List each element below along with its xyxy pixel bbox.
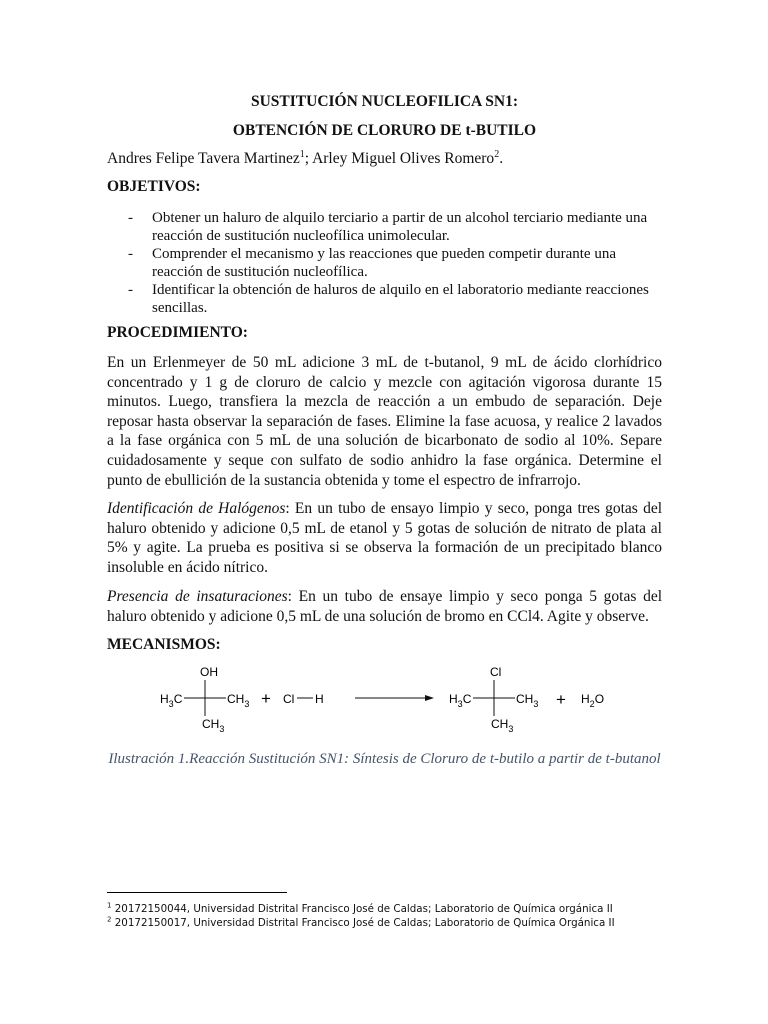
footnote-text: 20172150017, Universidad Distrital Francisco José de Caldas; Laboratorio de Química Orgánica II — [111, 917, 615, 929]
hydroxyl-label: OH — [200, 665, 218, 679]
author-1-footnote-mark: 1 — [299, 148, 305, 160]
footnote-text: 20172150044, Universidad Distrital Francisco José de Caldas; Laboratorio de Química orgánica II — [111, 903, 613, 915]
bullet-dash: - — [128, 246, 133, 262]
chloride-label: Cl — [490, 665, 502, 679]
methyl-bottom-label: $CH_3$ — [491, 717, 514, 734]
authors-end: . — [499, 150, 504, 167]
footnote-separator — [107, 892, 287, 893]
hydrogen-label: H — [315, 692, 324, 706]
halogen-identification-label: Identificación de Halógenos — [107, 500, 286, 517]
author-2-footnote-mark: 2 — [494, 148, 500, 160]
unsaturation-paragraph — [107, 587, 662, 626]
hydrogen-chloride-structure — [283, 692, 324, 706]
methyl-left-label: $H_3C$ — [449, 692, 472, 709]
chlorine-label: Cl — [283, 692, 295, 706]
plus-sign: + — [556, 690, 566, 709]
methyl-bottom-label: $CH_3$ — [202, 717, 225, 734]
objective-item — [107, 245, 662, 281]
author-1: Andres Felipe Tavera Martinez — [107, 150, 300, 167]
unsaturation-text: : En un tubo de ensaye limpio y seco ponga 5 gotas del haluro obtenido y adicione 0,5 mL de una solución de bromo en CCl4. Agite y observe. — [107, 588, 663, 625]
bullet-dash: - — [128, 282, 133, 298]
methyl-right-label: $CH_3$ — [227, 692, 250, 709]
footnote-1 — [107, 902, 615, 916]
mechanisms-heading: MECANISMOS: — [107, 636, 221, 653]
objectives-list — [107, 209, 662, 317]
tert-butanol-structure — [160, 665, 249, 734]
plus-sign: + — [261, 689, 271, 708]
objective-item — [107, 281, 662, 317]
methyl-right-label: $CH_3$ — [516, 692, 539, 709]
halogen-identification-paragraph — [107, 499, 662, 577]
footnote-mark: 1 — [107, 901, 112, 910]
footnotes — [107, 902, 615, 930]
footnote-mark: 2 — [107, 915, 112, 924]
methyl-left-label: $H_3C$ — [160, 692, 183, 709]
water-label: $H_2O$ — [581, 692, 605, 709]
document-title-line-1: SUSTITUCIÓN NUCLEOFILICA SN1: — [250, 93, 518, 110]
procedure-paragraph: En un Erlenmeyer de 50 mL adicione 3 mL de t-butanol, 9 mL de ácido clorhídrico concentrado y 1 g de cloruro de calcio y mezcle con agitación vigorosa durante 15 minutos. Luego, transfiera la mezcla de reacción a un embudo de separación. Deje reposar hasta observar la separación de fases. Elimine la fase acuosa, y realice 2 lavados a la fase orgánica con 5 mL de una solución de bicarbonato de sodio al 10%. Separe cuidadosamente y seque con sulfato de sodio anhidro la fase orgánica. Determine el punto de ebullición de la sustancia obtenida y tome el espectro de infrarrojo. — [107, 354, 662, 489]
footnote-2 — [107, 916, 615, 930]
document-title-line-2: OBTENCIÓN DE CLORURO DE t-BUTILO — [232, 122, 537, 139]
author-2: Arley Miguel Olives Romero — [312, 150, 495, 167]
objective-text: Comprender el mecanismo y las reacciones que pueden competir durante una reacción de sustitución nucleofílica. — [152, 246, 616, 280]
procedure-heading: PROCEDIMIENTO: — [107, 324, 248, 341]
authors-line — [107, 150, 503, 168]
bullet-dash: - — [128, 210, 133, 226]
reaction-scheme — [150, 660, 630, 740]
halogen-identification-text: : En un tubo de ensayo limpio y seco, ponga tres gotas del haluro obtenido y adicione 0,5 mL de etanol y 5 gotas de solución de nitrato de plata al 5% y agite. La prueba es positiva si se observa la formación de un precipitado blanco insoluble en ácido nítrico. — [107, 500, 663, 576]
objective-item — [107, 209, 662, 245]
authors-separator: ; — [304, 150, 313, 167]
unsaturation-label: Presencia de insaturaciones — [107, 588, 288, 605]
figure-caption: Ilustración 1.Reacción Sustitución SN1: Síntesis de Cloruro de t-butilo a partir de t-butanol — [108, 751, 661, 767]
objectives-heading: OBJETIVOS: — [107, 178, 201, 195]
tert-butyl-chloride-structure — [449, 665, 538, 734]
reaction-arrow — [355, 695, 434, 701]
objective-text: Obtener un haluro de alquilo terciario a partir de un alcohol terciario mediante una reacción de sustitución nucleofílica unimolecular. — [152, 210, 648, 244]
objective-text: Identificar la obtención de haluros de alquilo en el laboratorio mediante reacciones sencillas. — [152, 282, 649, 316]
